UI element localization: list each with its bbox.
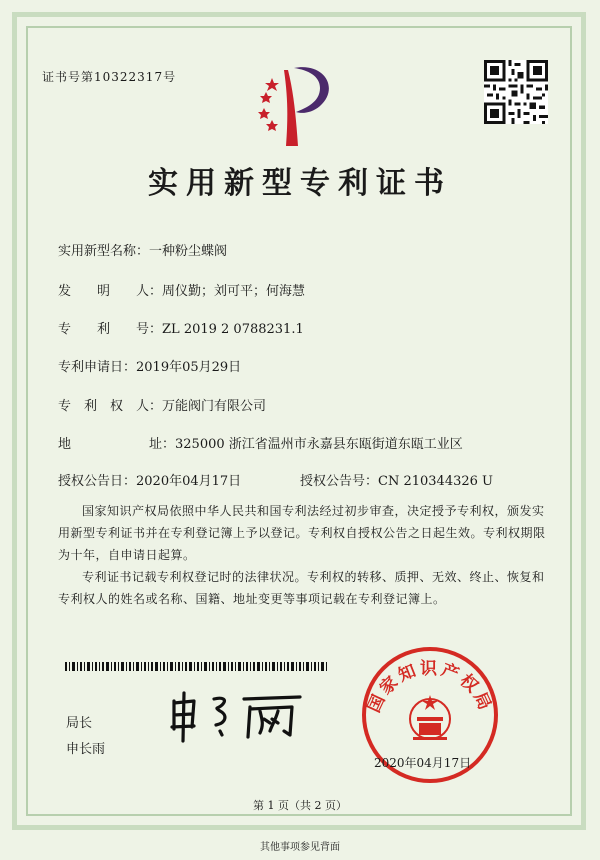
- announcement-number-value: CN 210344326 U: [378, 474, 493, 489]
- barcode-icon: [65, 662, 327, 671]
- back-side-note: 其他事项参见背面: [260, 842, 340, 853]
- announcement-date-label: 授权公告日：: [58, 474, 137, 489]
- filing-date-label: 专利申请日：: [58, 360, 137, 375]
- inventors-label: 发 明 人：: [58, 284, 163, 299]
- seal-date: 2020年04月17日: [374, 756, 472, 770]
- patentee-label: 专 利 权 人：: [58, 399, 163, 414]
- patent-number-value: ZL 2019 2 0788231.1: [162, 322, 304, 337]
- patentee-value: 万能阀门有限公司: [162, 399, 267, 414]
- announcement-date-value: 2020年04月17日: [136, 474, 242, 489]
- inventors-value: 周仪勤；刘可平；何海慧: [162, 284, 306, 299]
- seal-text: 国家知识产权局: [364, 659, 496, 716]
- grant-paragraph: 国家知识产权局依照中华人民共和国专利法经过初步审查，决定授予专利权，颁发实用新型专利证书并在专利登记簿上予以登记。专利权自授权公告之日起生效。专利权期限为十年，自申请日起算。: [58, 504, 546, 562]
- patent-number-label: 专 利 号：: [58, 322, 163, 337]
- address-label: 地 址：: [58, 437, 176, 452]
- filing-date-row: [58, 356, 241, 375]
- announcement-number-label: 授权公告号：: [300, 474, 379, 489]
- inventors-row: [58, 280, 305, 299]
- utility-model-name-row: [58, 240, 227, 259]
- utility-model-name-label: 实用新型名称：: [58, 244, 150, 259]
- patent-number-row: [58, 318, 304, 337]
- filing-date-value: 2019年05月29日: [136, 360, 242, 375]
- certificate-number: 证书号第10322317号: [42, 70, 177, 84]
- register-paragraph: 专利证书记载专利权登记时的法律状况。专利权的转移、质押、无效、终止、恢复和专利权人的姓名或名称、国籍、地址变更等事项记载在专利登记簿上。: [58, 570, 545, 606]
- certificate-title: 实用新型专利证书: [148, 166, 452, 201]
- page-number: 第 1 页（共 2 页）: [253, 799, 347, 812]
- cnipa-logo-icon: [258, 58, 338, 148]
- announcement-number-row: [300, 470, 493, 489]
- director-title: 局长: [66, 716, 93, 731]
- director-name: 申长雨: [66, 742, 106, 757]
- director-signature-icon: [160, 685, 310, 745]
- announcement-date-row: [58, 470, 241, 489]
- utility-model-name-value: 一种粉尘蝶阀: [149, 244, 228, 259]
- patentee-row: [58, 395, 266, 414]
- address-value: 325000 浙江省温州市永嘉县东瓯街道东瓯工业区: [175, 437, 463, 452]
- address-row: [58, 433, 463, 452]
- qr-code-icon[interactable]: [484, 60, 548, 124]
